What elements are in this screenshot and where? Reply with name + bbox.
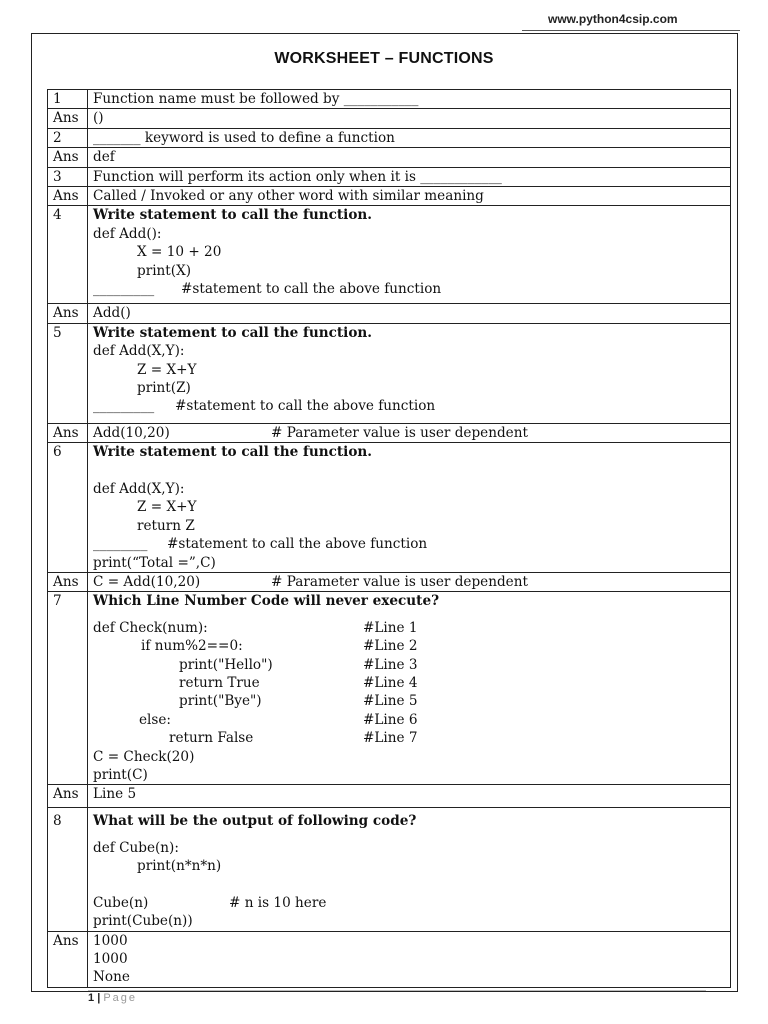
answer-label: Ans: [48, 423, 88, 442]
code-line: [93, 656, 725, 674]
answer-row: [48, 931, 731, 987]
question-number: 8: [48, 808, 88, 931]
code-text: else:: [139, 711, 171, 728]
line-marker: #Line 5: [363, 693, 418, 710]
code-line: Z = X+Y: [137, 361, 197, 378]
answer-text: Add(): [88, 304, 731, 323]
answer-comment: # Parameter value is user dependent: [271, 573, 528, 590]
code-comment: # n is 10 here: [229, 894, 327, 911]
answer-blank: _________: [93, 398, 155, 415]
answer-label: Ans: [48, 187, 88, 206]
question-heading: Write statement to call the function.: [93, 324, 373, 341]
answer-row: [48, 148, 731, 167]
question-number: 3: [48, 167, 88, 186]
code-comment: #statement to call the above function: [167, 536, 428, 553]
footer-rule: [88, 990, 706, 991]
question-text: Function will perform its action only when it is ____________: [88, 167, 731, 186]
answer-blank: ________: [93, 536, 148, 553]
spacer: [93, 875, 725, 893]
question-body: [88, 592, 731, 785]
question-row: [48, 323, 731, 423]
question-row: [48, 206, 731, 304]
header-rule: [522, 30, 740, 31]
page-word: Page: [103, 992, 138, 1004]
answer-label: Ans: [48, 109, 88, 128]
code-line: [93, 894, 725, 912]
code-line: [93, 637, 725, 655]
code-line: Z = X+Y: [137, 499, 197, 516]
output-line: 1000: [93, 932, 128, 949]
line-marker: #Line 6: [363, 711, 418, 728]
answer-row: [48, 423, 731, 442]
code-line: [93, 674, 725, 692]
code-text: print("Hello"): [179, 656, 273, 673]
question-number: 4: [48, 206, 88, 304]
question-row: [48, 128, 731, 147]
blank-statement-line: [93, 280, 725, 298]
code-line: [93, 729, 725, 747]
answer-label: Ans: [48, 785, 88, 808]
answer-code: C = Add(10,20): [93, 573, 201, 590]
answer-row: [48, 572, 731, 591]
question-row: [48, 443, 731, 573]
code-line: print(Cube(n)): [93, 913, 193, 930]
question-body: [88, 808, 731, 931]
blank-statement-line: [93, 397, 725, 415]
question-body: [88, 323, 731, 423]
code-line: print(Z): [137, 380, 191, 397]
question-text: Function name must be followed by ___________: [88, 90, 731, 109]
page-footer: [88, 992, 137, 1004]
answer-row: [48, 785, 731, 808]
answer-text: (): [88, 109, 731, 128]
code-line: print(C): [93, 766, 148, 783]
code-line: X = 10 + 20: [137, 244, 222, 261]
code-line: [93, 619, 725, 637]
code-text: print("Bye"): [179, 693, 262, 710]
code-text: return False: [169, 730, 254, 747]
answer-text: def: [88, 148, 731, 167]
code-line: def Add(X,Y):: [93, 343, 185, 360]
answer-blank: _________: [93, 281, 155, 297]
answer-row: [48, 187, 731, 206]
question-body: [88, 443, 731, 573]
line-marker: #Line 3: [363, 656, 418, 673]
answer-text: [88, 572, 731, 591]
question-number: 1: [48, 90, 88, 109]
code-text: if num%2==0:: [141, 638, 243, 655]
line-marker: #Line 4: [363, 674, 418, 691]
code-line: return Z: [137, 517, 195, 534]
question-body: [88, 206, 731, 304]
output-line: 1000: [93, 951, 128, 968]
code-line: print(“Total =”,C): [93, 554, 216, 571]
answer-text: Called / Invoked or any other word with similar meaning: [88, 187, 731, 206]
code-text: Cube(n): [93, 894, 149, 911]
output-line: None: [93, 969, 130, 986]
code-text: def Check(num):: [93, 619, 208, 636]
code-line: print(X): [137, 262, 192, 279]
page-number: 1: [88, 992, 95, 1004]
answer-label: Ans: [48, 572, 88, 591]
spacer: [93, 462, 725, 480]
answer-label: Ans: [48, 304, 88, 323]
page-separator: |: [97, 992, 101, 1004]
question-text: _______ keyword is used to define a function: [88, 128, 731, 147]
question-heading: Write statement to call the function.: [93, 444, 373, 461]
site-url: www.python4csip.com: [548, 12, 678, 26]
blank-statement-line: [93, 535, 725, 553]
question-number: 2: [48, 128, 88, 147]
question-number: 6: [48, 443, 88, 573]
question-heading: What will be the output of following code?: [93, 813, 417, 830]
question-row: [48, 167, 731, 186]
question-heading: Which Line Number Code will never execute?: [93, 593, 440, 610]
code-line: def Cube(n):: [93, 839, 179, 856]
question-number: 7: [48, 592, 88, 785]
answer-comment: # Parameter value is user dependent: [271, 424, 528, 441]
worksheet-table: [47, 89, 731, 988]
question-number: 5: [48, 323, 88, 423]
code-line: C = Check(20): [93, 748, 195, 765]
answer-label: Ans: [48, 148, 88, 167]
code-comment: #statement to call the above function: [181, 281, 442, 297]
line-marker: #Line 7: [363, 730, 418, 747]
question-row: [48, 808, 731, 931]
question-heading: Write statement to call the function.: [93, 207, 373, 224]
code-text: return True: [179, 674, 260, 691]
line-marker: #Line 1: [363, 619, 418, 636]
question-row: [48, 592, 731, 785]
line-marker: #Line 2: [363, 638, 418, 655]
answer-body: [88, 931, 731, 987]
answer-row: [48, 109, 731, 128]
question-row: [48, 90, 731, 109]
answer-text: [88, 423, 731, 442]
code-line: [93, 711, 725, 729]
code-line: def Add():: [93, 225, 162, 242]
code-comment: #statement to call the above function: [175, 398, 436, 415]
code-line: def Add(X,Y):: [93, 481, 185, 498]
code-line: [93, 692, 725, 710]
worksheet-title: WORKSHEET – FUNCTIONS: [274, 50, 494, 67]
answer-code: Add(10,20): [93, 424, 170, 441]
code-line: print(n*n*n): [137, 858, 222, 875]
answer-row: [48, 304, 731, 323]
answer-text: Line 5: [88, 785, 731, 808]
answer-label: Ans: [48, 931, 88, 987]
